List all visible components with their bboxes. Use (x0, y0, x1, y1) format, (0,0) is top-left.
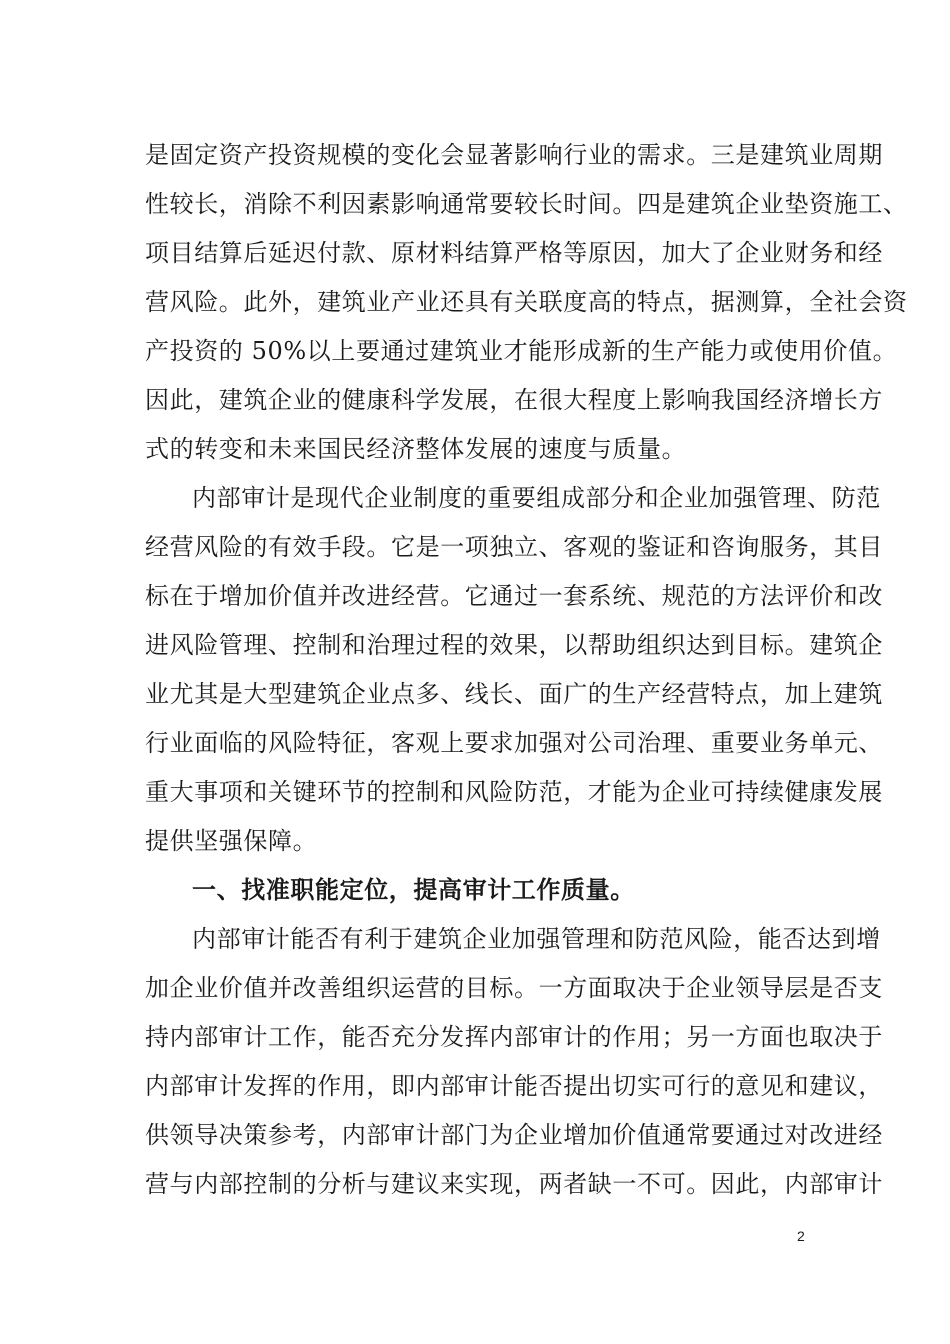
text-line: 产投资的 50%以上要通过建筑业才能形成新的生产能力或使用价值。 (145, 337, 898, 365)
text-line: 提供坚强保障。 (145, 827, 318, 855)
text-line: 行业面临的风险特征，客观上要求加强对公司治理、重要业务单元、 (145, 729, 883, 757)
page-number: 2 (797, 1228, 805, 1244)
paragraph-first-line: 内部审计是现代企业制度的重要组成部分和企业加强管理、防范 (192, 484, 881, 512)
text-line: 营与内部控制的分析与建议来实现，两者缺一不可。因此，内部审计 (145, 1170, 883, 1198)
section-heading: 一、找准职能定位，提高审计工作质量。 (192, 875, 635, 904)
text-line: 持内部审计工作，能否充分发挥内部审计的作用；另一方面也取决于 (145, 1023, 883, 1051)
paragraph-first-line: 内部审计能否有利于建筑企业加强管理和防范风险，能否达到增 (192, 925, 881, 953)
text-line: 业尤其是大型建筑企业点多、线长、面广的生产经营特点，加上建筑 (145, 680, 883, 708)
text-line: 性较长，消除不利因素影响通常要较长时间。四是建筑企业垫资施工、 (145, 190, 908, 218)
text-line: 经营风险的有效手段。它是一项独立、客观的鉴证和咨询服务，其目 (145, 533, 883, 561)
text-line: 项目结算后延迟付款、原材料结算严格等原因，加大了企业财务和经 (145, 239, 883, 267)
text-line: 重大事项和关键环节的控制和风险防范，才能为企业可持续健康发展 (145, 778, 883, 806)
text-line: 营风险。此外，建筑业产业还具有关联度高的特点，据测算，全社会资 (145, 288, 908, 316)
text-line: 标在于增加价值并改进经营。它通过一套系统、规范的方法评价和改 (145, 582, 883, 610)
text-line: 内部审计发挥的作用，即内部审计能否提出切实可行的意见和建议， (145, 1072, 883, 1100)
text-line: 式的转变和未来国民经济整体发展的速度与质量。 (145, 435, 687, 463)
text-line: 进风险管理、控制和治理过程的效果，以帮助组织达到目标。建筑企 (145, 631, 883, 659)
text-line: 供领导决策参考，内部审计部门为企业增加价值通常要通过对改进经 (145, 1121, 883, 1149)
text-line: 是固定资产投资规模的变化会显著影响行业的需求。三是建筑业周期 (145, 141, 883, 169)
text-line: 加企业价值并改善组织运营的目标。一方面取决于企业领导层是否支 (145, 974, 883, 1002)
text-line: 因此，建筑企业的健康科学发展，在很大程度上影响我国经济增长方 (145, 386, 883, 414)
